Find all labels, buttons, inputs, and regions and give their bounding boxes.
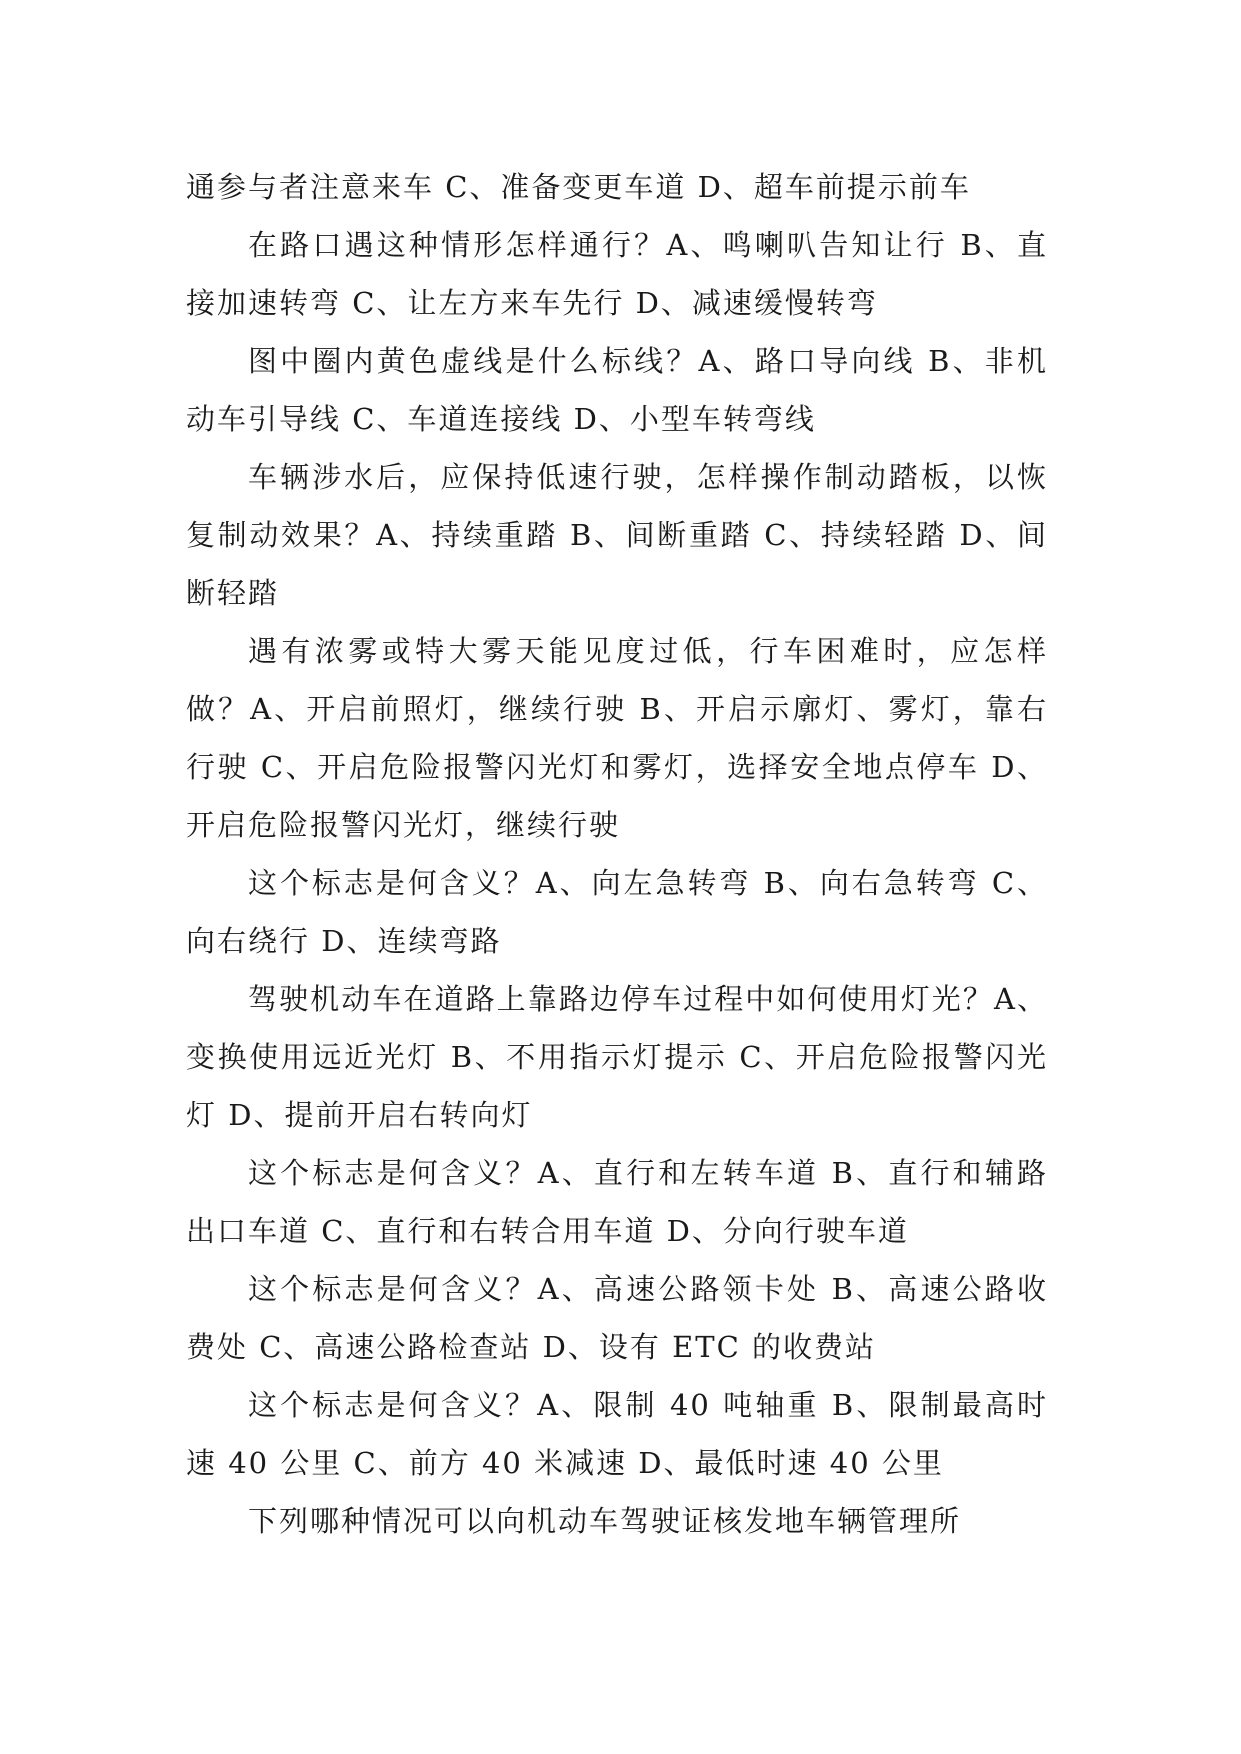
paragraph-continuation: 通参与者注意来车 C、准备变更车道 D、超车前提示前车 bbox=[186, 170, 971, 204]
question-paragraph: 遇有浓雾或特大雾天能见度过低，行车困难时，应怎样做？A、开启前照灯，继续行驶 B、开启示廓灯、雾灯，靠右行驶 C、开启危险报警闪光灯和雾灯，选择安全地点停车 D、开启危险报警闪光灯，继续行驶 bbox=[186, 634, 1048, 842]
question-paragraph: 在路口遇这种情形怎样通行？A、鸣喇叭告知让行 B、直接加速转弯 C、让左方来车先行 D、减速缓慢转弯 bbox=[186, 228, 1048, 320]
question-paragraph: 图中圈内黄色虚线是什么标线？A、路口导向线 B、非机动车引导线 C、车道连接线 D、小型车转弯线 bbox=[186, 344, 1048, 436]
question-paragraph: 下列哪种情况可以向机动车驾驶证核发地车辆管理所 bbox=[248, 1504, 962, 1538]
question-paragraph: 这个标志是何含义？A、限制 40 吨轴重 B、限制最高时速 40 公里 C、前方 40 米减速 D、最低时速 40 公里 bbox=[186, 1388, 1048, 1480]
document-body bbox=[186, 158, 1048, 1550]
question-paragraph: 这个标志是何含义？A、向左急转弯 B、向右急转弯 C、向右绕行 D、连续弯路 bbox=[186, 866, 1048, 958]
question-paragraph: 这个标志是何含义？A、高速公路领卡处 B、高速公路收费处 C、高速公路检查站 D、设有 ETC 的收费站 bbox=[186, 1272, 1048, 1364]
question-paragraph: 这个标志是何含义？A、直行和左转车道 B、直行和辅路出口车道 C、直行和右转合用车道 D、分向行驶车道 bbox=[186, 1156, 1048, 1248]
question-paragraph: 车辆涉水后，应保持低速行驶，怎样操作制动踏板，以恢复制动效果？A、持续重踏 B、间断重踏 C、持续轻踏 D、间断轻踏 bbox=[186, 460, 1048, 610]
question-paragraph: 驾驶机动车在道路上靠路边停车过程中如何使用灯光？A、变换使用远近光灯 B、不用指示灯提示 C、开启危险报警闪光灯 D、提前开启右转向灯 bbox=[186, 982, 1048, 1132]
